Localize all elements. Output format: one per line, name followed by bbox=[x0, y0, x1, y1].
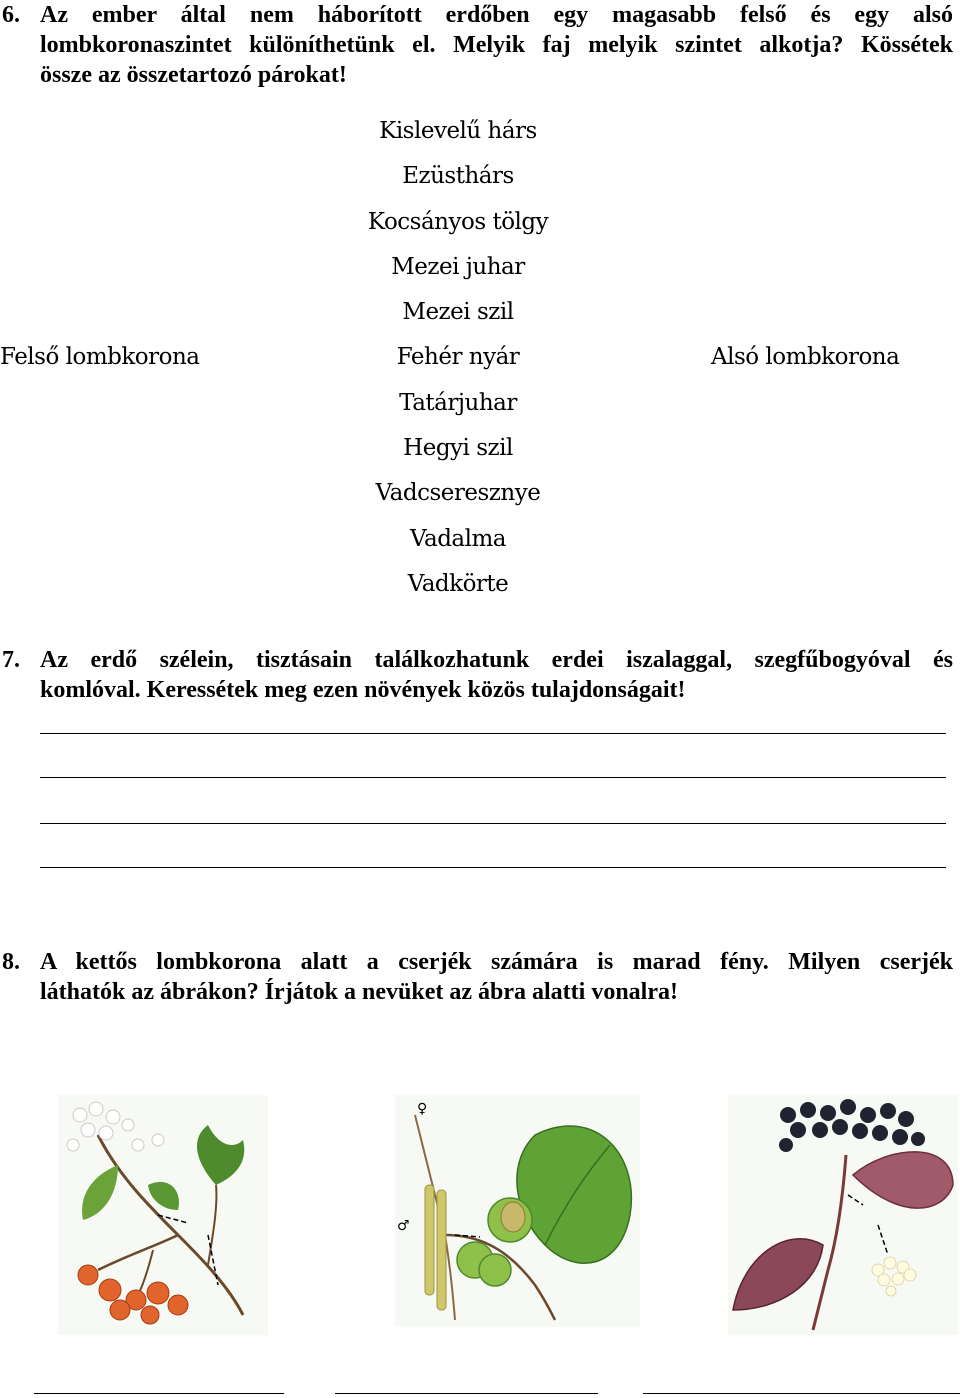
species-item[interactable]: Hegyi szil bbox=[403, 435, 513, 461]
question-text-line: össze az összetartozó párokat! bbox=[40, 62, 347, 88]
upper-canopy-label[interactable]: Felső lombkorona bbox=[0, 344, 200, 370]
question-text-line: Az ember által nem háborított erdőben egy magasabb felső és egy alsó bbox=[40, 2, 953, 28]
species-item[interactable]: Fehér nyár bbox=[396, 344, 520, 370]
answer-line[interactable] bbox=[40, 823, 946, 824]
question-text-line: Az erdő szélein, tisztásain találkozhatunk erdei iszalaggal, szegfűbogyóval és bbox=[40, 647, 953, 673]
answer-line[interactable] bbox=[40, 867, 946, 868]
species-item[interactable]: Tatárjuhar bbox=[399, 390, 517, 416]
answer-line[interactable] bbox=[40, 777, 946, 778]
species-item[interactable]: Vadkörte bbox=[407, 571, 509, 597]
answer-line[interactable] bbox=[335, 1393, 598, 1394]
question-text-line: láthatók az ábrákon? Írjátok a nevüket az ábra alatti vonalra! bbox=[40, 979, 678, 1005]
question-number: 7. bbox=[2, 647, 20, 673]
species-item[interactable]: Mezei szil bbox=[402, 299, 514, 325]
answer-line[interactable] bbox=[34, 1393, 284, 1394]
question-number: 6. bbox=[2, 2, 20, 28]
species-item[interactable]: Kocsányos tölgy bbox=[367, 209, 549, 235]
male-symbol: ♂ bbox=[397, 1218, 410, 1234]
species-item[interactable]: Kislevelű hárs bbox=[379, 118, 537, 144]
answer-line[interactable] bbox=[643, 1393, 960, 1394]
species-item[interactable]: Vadcseresznye bbox=[375, 480, 541, 506]
female-symbol: ♀ bbox=[417, 1101, 428, 1117]
species-item[interactable]: Ezüsthárs bbox=[402, 163, 514, 189]
question-8 bbox=[0, 947, 953, 1007]
hawthorn-illustration bbox=[58, 1095, 268, 1335]
species-item[interactable]: Mezei juhar bbox=[391, 254, 525, 280]
answer-line[interactable] bbox=[40, 733, 946, 734]
question-7 bbox=[0, 645, 953, 705]
question-text-line: A kettős lombkorona alatt a cserjék számára is marad fény. Milyen cserjék bbox=[40, 949, 953, 975]
question-6 bbox=[0, 0, 953, 90]
species-item[interactable]: Vadalma bbox=[409, 526, 507, 552]
question-number: 8. bbox=[2, 949, 20, 975]
lower-canopy-label[interactable]: Alsó lombkorona bbox=[711, 344, 900, 370]
hazel-illustration bbox=[395, 1095, 640, 1327]
dogwood-illustration bbox=[728, 1095, 958, 1335]
question-text-line: komlóval. Keressétek meg ezen növények közös tulajdonságait! bbox=[40, 677, 686, 703]
question-text-line: lombkoronaszintet különíthetünk el. Melyik faj melyik szintet alkotja? Kössétek bbox=[40, 32, 953, 58]
